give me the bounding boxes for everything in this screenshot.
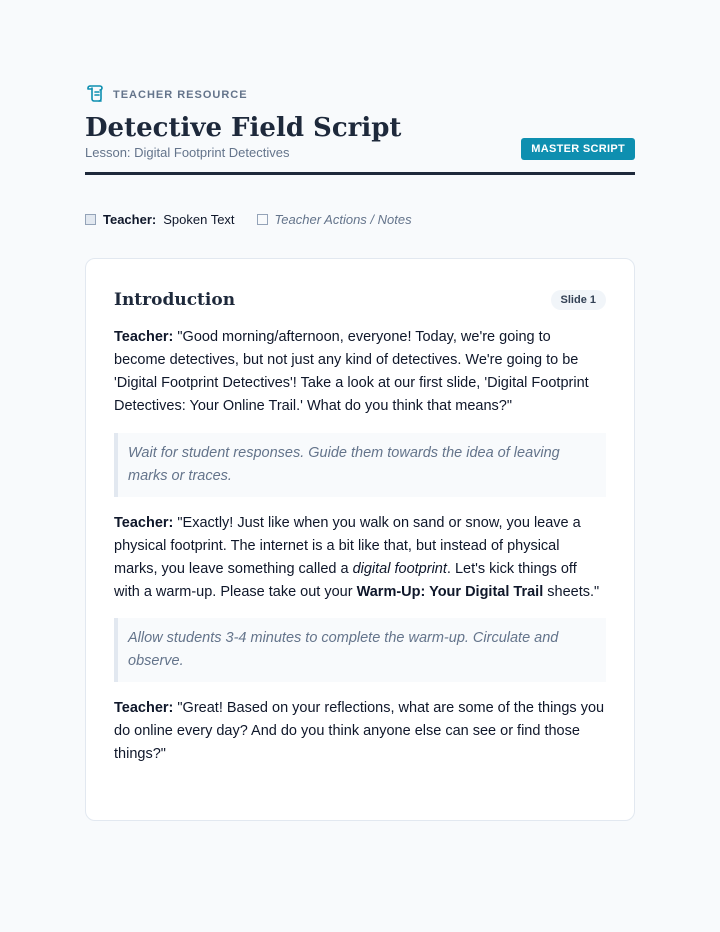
header-divider: [85, 172, 635, 175]
section-title: Introduction: [114, 290, 236, 310]
script-card-body: [114, 287, 606, 766]
speaker-label: Teacher:: [114, 515, 174, 531]
legend-swatch-spoken: [85, 214, 96, 225]
legend: [85, 212, 412, 227]
emphasis-term: digital footprint: [352, 561, 447, 577]
legend-speaker-label: Teacher:: [103, 212, 157, 227]
teacher-note: Allow students 3-4 minutes to complete the warm-up. Circulate and observe.: [114, 618, 606, 682]
master-script-badge: MASTER SCRIPT: [521, 138, 635, 160]
legend-spoken-label: Spoken Text: [163, 212, 235, 227]
slide-badge: Slide 1: [551, 290, 606, 310]
page-title: Detective Field Script: [85, 113, 402, 143]
spoken-text: "Great! Based on your reflections, what are some of the things you do online every day? And do you think anyone else can see or find those things?": [114, 700, 605, 762]
teacher-note: Wait for student responses. Guide them towards the idea of leaving marks or traces.: [114, 433, 606, 497]
legend-item-spoken: [85, 212, 235, 227]
spoken-text: . Let's kick things off with a warm-up. Please take out your: [114, 561, 577, 600]
legend-notes-label: Teacher Actions / Notes: [274, 212, 412, 227]
spoken-text: sheets.": [543, 584, 600, 600]
speaker-label: Teacher:: [114, 700, 174, 716]
dialogue-block: [114, 326, 606, 418]
lesson-subtitle: Lesson: Digital Footprint Detectives: [85, 145, 290, 160]
eyebrow-label: TEACHER RESOURCE: [113, 89, 248, 101]
scroll-icon: [85, 83, 105, 108]
header: [85, 85, 635, 160]
spoken-text: "Good morning/afternoon, everyone! Today, we're going to become detectives, but not just any kind of detectives. We're going to be 'Digital Footprint Detectives'! Take a look at our first slide, 'Digital Footprint Detectives: Your Online Trail.' What do you think that means?": [114, 329, 589, 414]
dialogue-block: [114, 697, 606, 766]
legend-item-notes: [257, 212, 412, 227]
section-header: [114, 287, 606, 313]
script-card: [85, 258, 635, 821]
dialogue-block: [114, 512, 606, 604]
eyebrow: [85, 85, 635, 105]
legend-swatch-notes: [257, 214, 268, 225]
worksheet-title: Warm-Up: Your Digital Trail: [356, 584, 544, 600]
spoken-text: "Exactly! Just like when you walk on sand or snow, you leave a physical footprint. The internet is a bit like that, but instead of physical marks, you leave something called a: [114, 515, 581, 577]
speaker-label: Teacher:: [114, 329, 174, 345]
